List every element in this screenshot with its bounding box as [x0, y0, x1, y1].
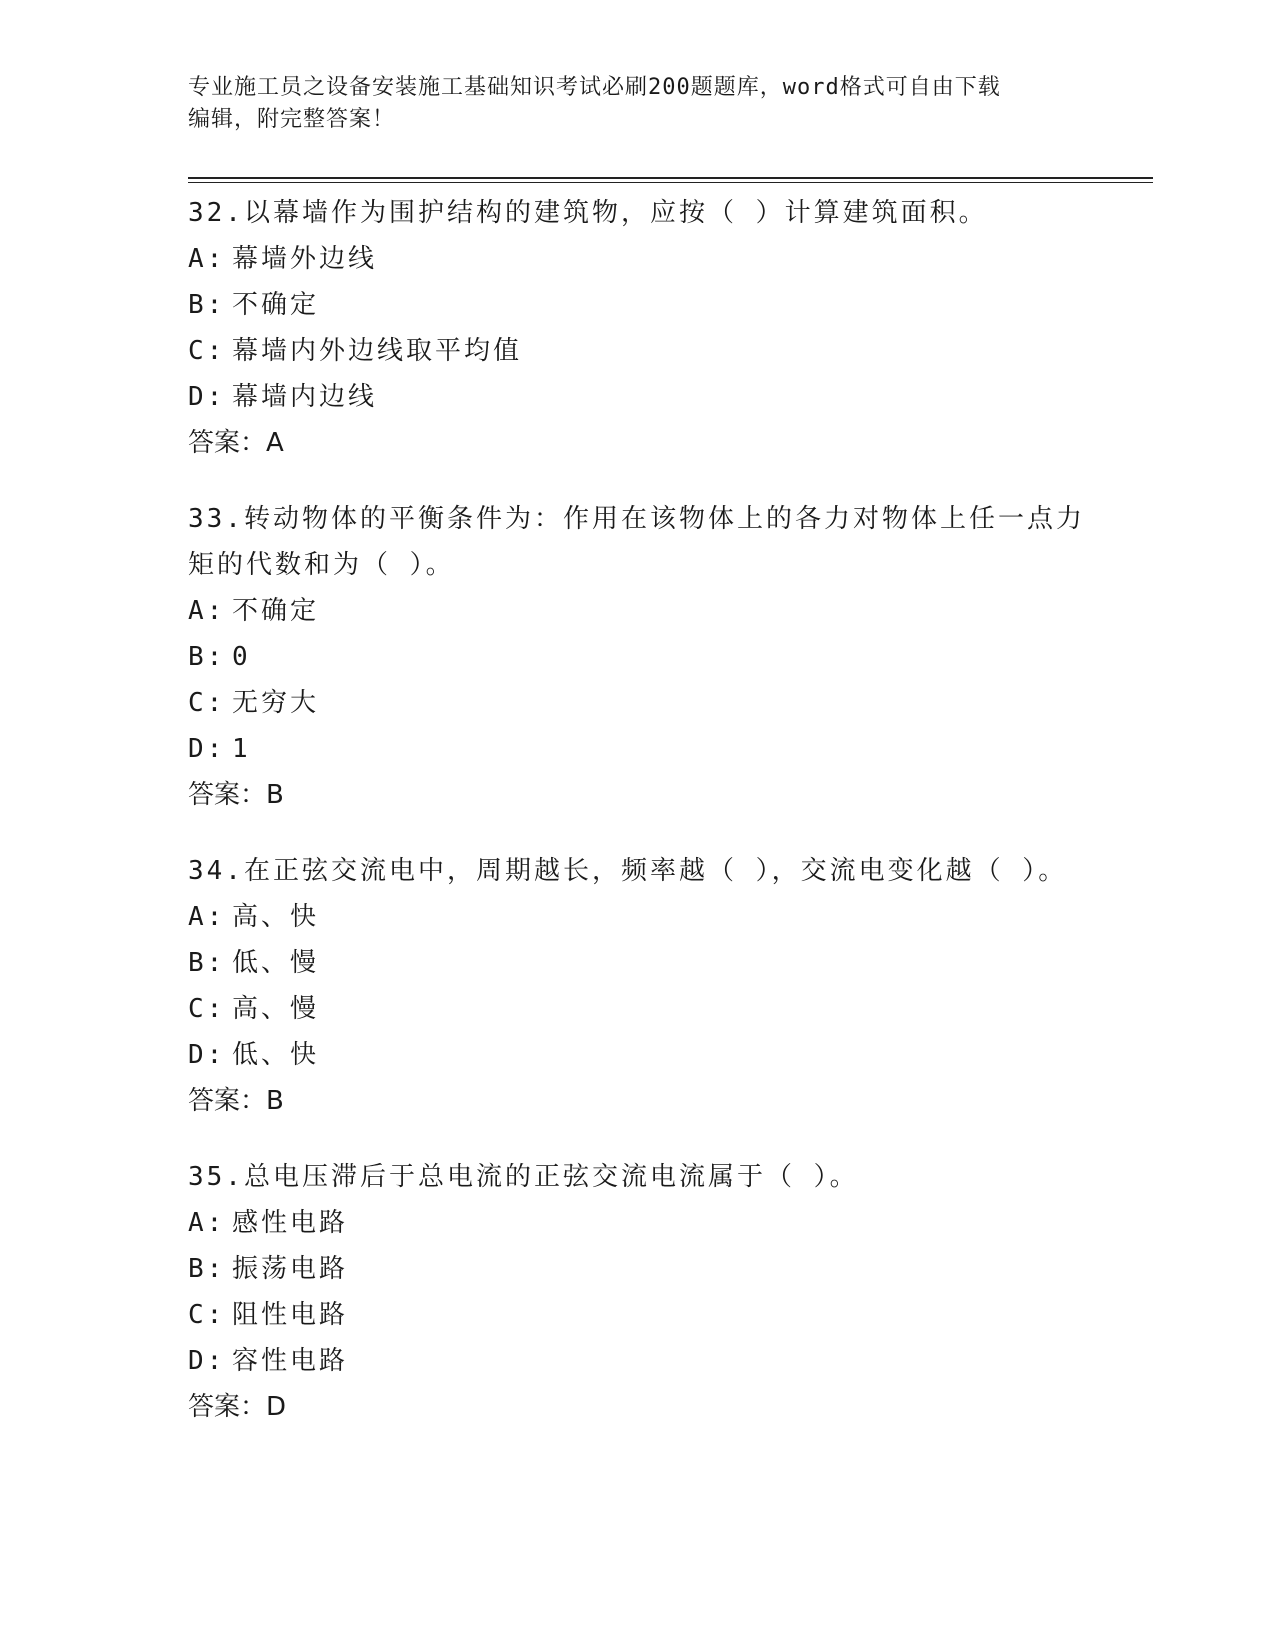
option-letter: D:	[188, 1040, 226, 1070]
question-stem: 32.以幕墙作为围护结构的建筑物，应按（ ）计算建筑面积。	[188, 198, 988, 228]
option-text: 低、慢	[232, 948, 320, 978]
option-text: 幕墙内边线	[232, 382, 378, 412]
option-letter: D:	[188, 382, 226, 412]
question-33	[188, 496, 1088, 818]
option-text: 无穷大	[232, 688, 320, 718]
option-letter: A:	[188, 902, 226, 932]
option-letter: B:	[188, 948, 226, 978]
header-divider-thin	[188, 182, 1153, 183]
option-b	[188, 1246, 1088, 1292]
option-b	[188, 282, 1088, 328]
header-line-1: 专业施工员之设备安装施工基础知识考试必刷200题题库，word格式可自由下载	[188, 75, 1001, 100]
option-c	[188, 680, 1088, 726]
option-d	[188, 726, 1088, 772]
option-text: 幕墙外边线	[232, 244, 378, 274]
option-text: 容性电路	[232, 1346, 349, 1376]
option-letter: D:	[188, 734, 226, 764]
option-text: 感性电路	[232, 1208, 349, 1238]
option-a	[188, 1200, 1088, 1246]
option-text: 不确定	[232, 596, 320, 626]
question-32	[188, 190, 1088, 466]
option-letter: C:	[188, 1300, 226, 1330]
option-text: 高、慢	[232, 994, 320, 1024]
option-letter: C:	[188, 336, 226, 366]
option-letter: A:	[188, 1208, 226, 1238]
option-c	[188, 986, 1088, 1032]
option-d	[188, 1032, 1088, 1078]
answer-line: 答案：B	[188, 1086, 284, 1116]
option-c	[188, 328, 1088, 374]
answer-line: 答案：A	[188, 428, 284, 458]
option-letter: A:	[188, 596, 226, 626]
question-stem: 35.总电压滞后于总电流的正弦交流电流属于（ ）。	[188, 1162, 859, 1192]
option-text: 不确定	[232, 290, 320, 320]
option-b	[188, 634, 1088, 680]
document-header	[188, 72, 1068, 136]
option-a	[188, 588, 1088, 634]
option-c	[188, 1292, 1088, 1338]
option-letter: B:	[188, 1254, 226, 1284]
header-divider-thick	[188, 177, 1153, 179]
option-text: 振荡电路	[232, 1254, 349, 1284]
option-text: 阻性电路	[232, 1300, 349, 1330]
option-text: 低、快	[232, 1040, 320, 1070]
option-d	[188, 1338, 1088, 1384]
option-b	[188, 940, 1088, 986]
option-letter: C:	[188, 994, 226, 1024]
header-line-2: 编辑，附完整答案！	[188, 107, 396, 132]
option-letter: C:	[188, 688, 226, 718]
option-a	[188, 236, 1088, 282]
option-letter: D:	[188, 1346, 226, 1376]
question-stem: 33.转动物体的平衡条件为：作用在该物体上的各力对物体上任一点力矩的代数和为（ ）。	[188, 504, 1085, 580]
question-list	[188, 190, 1088, 1460]
option-letter: B:	[188, 290, 226, 320]
option-text: 0	[232, 642, 251, 672]
question-35	[188, 1154, 1088, 1430]
option-d	[188, 374, 1088, 420]
question-34	[188, 848, 1088, 1124]
question-stem: 34.在正弦交流电中，周期越长，频率越（ ），交流电变化越（ ）。	[188, 856, 1068, 886]
option-text: 幕墙内外边线取平均值	[232, 336, 523, 366]
option-letter: A:	[188, 244, 226, 274]
option-letter: B:	[188, 642, 226, 672]
answer-line: 答案：B	[188, 780, 284, 810]
option-text: 1	[232, 734, 251, 764]
option-text: 高、快	[232, 902, 320, 932]
answer-line: 答案：D	[188, 1392, 287, 1422]
option-a	[188, 894, 1088, 940]
